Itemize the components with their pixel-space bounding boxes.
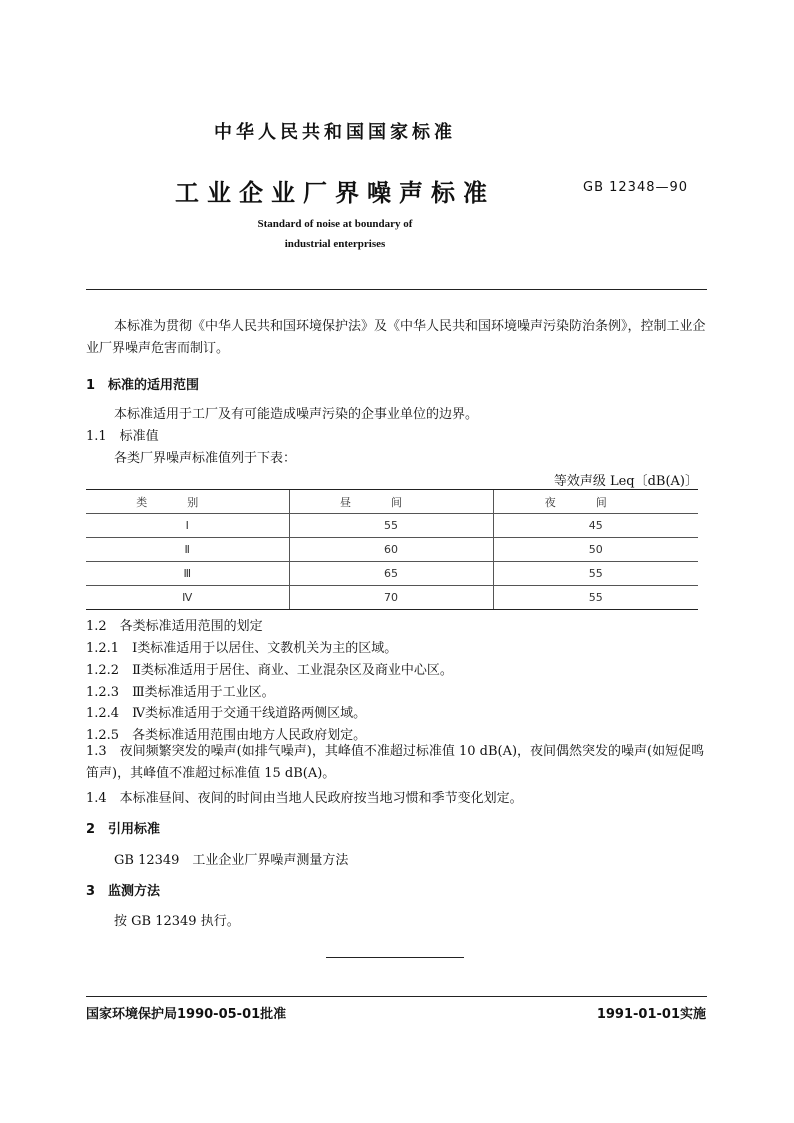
table-row [86,514,698,538]
table-row [86,586,698,610]
noise-standard-table [86,489,698,610]
cell-category: Ⅱ [86,538,289,562]
english-title-line1: Standard of noise at boundary of [257,218,413,230]
cell-day: 60 [289,538,493,562]
section-1-4: 1.4 本标准昼间、夜间的时间由当地人民政府按当地习惯和季节变化划定。 [86,791,523,806]
cell-night: 55 [493,562,698,586]
section-1-3: 1.3 夜间频繁突发的噪声(如排气噪声)，其峰值不准超过标准值 10 dB(A)，夜间偶然突发的噪声(如短促鸣笛声)，其峰值不准超过标准值 15 dB(A)。 [86,744,705,781]
section-3-text: 按 GB 12349 执行。 [114,914,240,929]
section-1-2-2: 1.2.2 Ⅱ类标准适用于居住、商业、工业混杂区及商业中心区。 [86,663,453,678]
cell-category: Ⅰ [86,514,289,538]
intro-paragraph: 本标准为贯彻《中华人民共和国环境保护法》及《中华人民共和国环境噪声污染防治条例》，控制工业企业厂界噪声危害而制订。 [86,319,706,356]
end-divider [326,957,464,958]
section-1-1-heading: 1.1 标准值 [86,429,159,444]
table-header-row [86,490,698,514]
section-2-reference: GB 12349 工业企业厂界噪声测量方法 [114,853,349,868]
header-divider [86,289,707,290]
table-row [86,538,698,562]
section-1-1-text: 各类厂界噪声标准值列于下表： [114,451,297,466]
table-row [86,562,698,586]
header-daytime: 昼间 [289,490,493,514]
header-nighttime: 夜间 [493,490,698,514]
section-1-text: 本标准适用于工厂及有可能造成噪声污染的企事业单位的边界。 [114,407,479,422]
section-1-2-1: 1.2.1 Ⅰ类标准适用于以居住、文教机关为主的区域。 [86,641,398,656]
english-title-line2: industrial enterprises [284,238,386,250]
cell-category: Ⅳ [86,586,289,610]
cell-night: 55 [493,586,698,610]
section-3-heading: 3 监测方法 [86,884,161,899]
section-1-2-3: 1.2.3 Ⅲ类标准适用于工业区。 [86,685,275,700]
section-2-heading: 2 引用标准 [86,822,161,837]
implementation-date: 1991-01-01实施 [596,1007,706,1022]
cell-night: 45 [493,514,698,538]
section-1-2: 1.2 各类标准适用范围的划定 [86,619,263,634]
section-1-heading: 1 标准的适用范围 [86,378,200,393]
header-category: 类别 [86,490,289,514]
table-unit-label: 等效声级 Leq〔dB(A)〕 [553,474,698,489]
cell-category: Ⅲ [86,562,289,586]
standard-code: GB 12348—90 [583,180,689,195]
section-1-2-5: 1.2.5 各类标准适用范围由地方人民政府划定。 [86,728,367,743]
cell-day: 65 [289,562,493,586]
document-title: 工业企业厂界噪声标准 [175,179,495,207]
approval-date: 国家环境保护局1990-05-01批准 [86,1007,287,1022]
section-1-2-4: 1.2.4 Ⅳ类标准适用于交通干线道路两侧区域。 [86,706,367,721]
footer-divider [86,996,707,997]
cell-night: 50 [493,538,698,562]
cell-day: 70 [289,586,493,610]
country-standard-label: 中华人民共和国国家标准 [214,122,456,143]
cell-day: 55 [289,514,493,538]
